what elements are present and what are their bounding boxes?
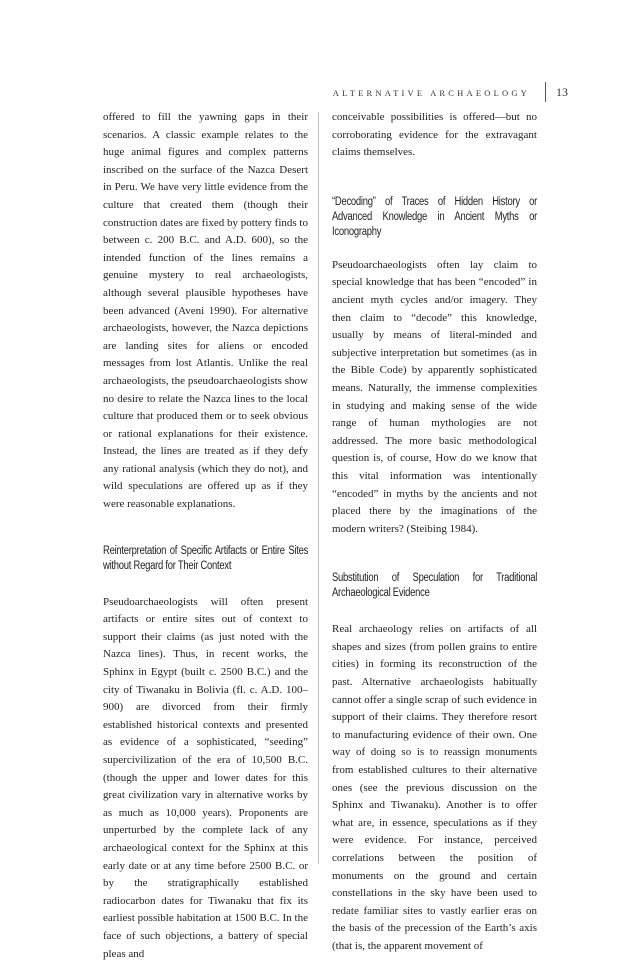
left-column	[103, 109, 308, 963]
body-paragraph: Real archaeology relies on artifacts of all shapes and sizes (from pollen grains to entire cities) in forming its reconstruction of the past. Alternative archaeologists habitually cannot offer a single scrap of such evidence in support of their claims. They therefore resort to manufacturing evidence of their own. One way of doing so is to reassign monuments from established cultures to their alternative ones (see the previous discussion on the Sphinx and Tiwanaku). Another is to offer what are, in essence, speculations as if they were evidence. For instance, perceived correlations between the position of monuments on the ground and certain constellations in the sky have been used to redate familiar sites to vastly earlier eras on the basis of the precession of the Earth’s axis (that is, the apparent movement of	[332, 623, 537, 952]
body-paragraph: conceivable possibilities is offered—but no corroborating evidence for the extravagant claims themselves.	[332, 111, 537, 159]
section-heading: “Decoding” of Traces of Hidden History or Advanced Knowledge in Ancient Myths or Iconography	[332, 195, 538, 238]
body-paragraph: Pseudoarchaeologists will often present artifacts or entire sites out of context to support their claims (as just noted with the Nazca lines). Thus, in recent works, the Sphinx in Egypt (built c. 2500 B.C.) and the city of Tiwanaku in Bolivia (fl. c. A.D. 100–900) are divorced from their firmly established historical contexts and presented as evidence of a sophisticated, “seeding” supercivilization of the era of 10,500 B.C. (though the upper and lower dates for this great civilization vary in alternative works by as much as 10,000 years). Proponents are unperturbed by the complete lack of any archaeological context for the Sphinx at this early date or at any time before 2500 B.C. or by the stratigraphically established radiocarbon dates for Tiwanaku that fix its earliest possible habitation at 1500 B.C. In the face of such objections, a battery of special pleas and	[103, 595, 308, 960]
column-divider	[318, 112, 319, 864]
section-heading: Substitution of Speculation for Traditional Archaeological Evidence	[332, 572, 538, 600]
body-paragraph: offered to fill the yawning gaps in their scenarios. A classic example relates to the huge animal figures and complex patterns inscribed on the surface of the Nazca Desert in Peru. We have very little evidence from the culture that created them (though their construction dates are fixed by pottery finds to between c. 200 B.C. and A.D. 600), so the intended function of the lines remains a genuine mystery to real archaeologists, although several plausible hypotheses have been advanced (Aveni 1990). For alternative archaeologists, however, the Nazca depictions are landing sites for aliens or encoded messages from lost Atlantis. Unlike the real archaeologists, the pseudoarchaeologists show no desire to relate the Nazca lines to the local culture that produced them or to seek obvious or rational explanations for their existence. Instead, the lines are treated as if they defy any rational analysis (which they do not), and wild speculations are offered up as if they were reasonable explanations.	[103, 111, 308, 511]
body-paragraph: Pseudoarchaeologists often lay claim to special knowledge that has been “encoded” in ancient myth cycles and/or imagery. They then claim to “decode” this knowledge, usually by means of literal-minded and subjective interpretation but sometimes (as in the Bible Code) by apparently sophisticated means. Naturally, the immense complexities in studying and making sense of the wide range of human mythologies are not addressed. The more basic methodological question is, of course, How do we know that this vital information was intentionally “encoded” in myths by the ancients and not placed there by the imaginations of the modern writers? (Steibing 1984).	[332, 258, 537, 535]
right-column	[332, 109, 537, 956]
header-divider	[545, 82, 546, 102]
running-head: ALTERNATIVE ARCHAEOLOGY	[332, 88, 530, 98]
section-heading: Reinterpretation of Specific Artifacts or Entire Sites without Regard for Their Context	[103, 544, 309, 572]
page-number: 13	[556, 85, 568, 99]
